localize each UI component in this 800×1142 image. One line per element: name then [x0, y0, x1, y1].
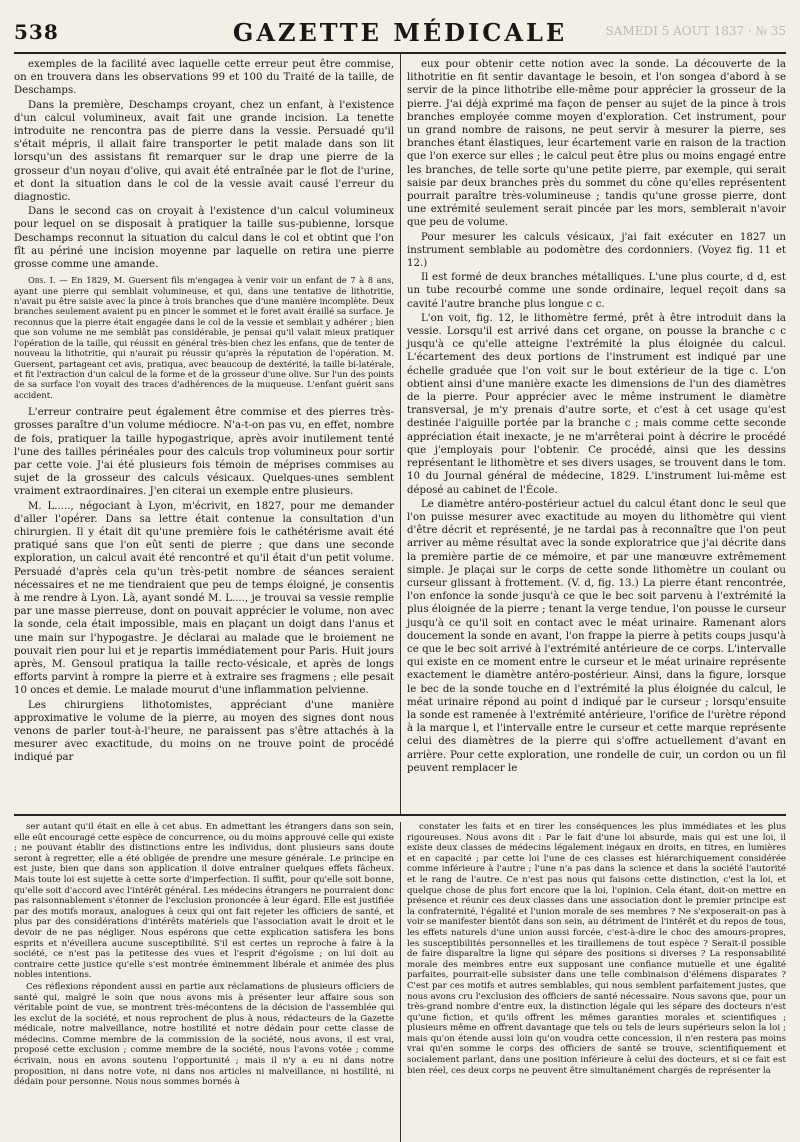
paragraph: Dans la première, Deschamps croyant, chez un enfant, à l'existence d'un calcul volumineux, avait fait une grande incision. La tenette introduite ne rencontra pas de pierre dans la vessie. Persuadé qu'il s'était mépris, il allait faire transporter le petit malade dans son lit lorsqu'un des assistans fit remarquer sur le drap une pierre de la grosseur d'un noyau d'olive, qui avait été entraînée par le flot de l'urine, et dont la situation dans le col de la vessie avait causé l'erreur du diagnostic. — [14, 99, 394, 204]
paragraph: ser autant qu'il était en elle à cet abus. En admettant les étrangers dans son sein, elle eût encouragé cette espèce de concurrence, ou du moins approuvé celle qui existe ; ne pouvant établir des distinctions entre les individus, dont plusieurs sans doute seront à regretter, elle a été obligée de prendre une mesure générale. Le principe en est juste, bien que dans son application il doive entraîner quelques effets fâcheux. Mais toute loi est sujette à cette sorte d'imperfection. Il suffit, pour qu'elle soit bonne, qu'elle soit d'accord avec l'intérêt général. Les médecins étrangers ne pourraient donc pas raisonnablement s'étonner de l'exclusion prononcée à leur égard. Elle est justifiée par des motifs moraux, analogues à ceux qui ont fait rejeter les officiers de santé, et plus par des considérations d'intérêts matériels que l'association avait le droit et le devoir de ne pas négliger. Nous espérons que cette explication satisfera les bons esprits et n'éveillera aucune susceptibilité. S'il est certes un reproche à faire à la société, ce n'est pas la petitesse des vues et l'esprit d'égoïsme ; on lui doit au contraire cette justice qu'elle s'est montrée éminemment libérale et animée des plus nobles intentions. — [14, 822, 394, 981]
paragraph: Ces réflexions répondent aussi en partie aux réclamations de plusieurs officiers de santé qui, malgré le soin que nous avons mis à présenter leur affaire sous son véritable point de vue, se montrent très-mécontens de la décision de l'assemblée qui les exclut de la société, et nous reprochent de plus à nous, rédacteurs de la Gazette médicale, notre malveillance, notre hostilité et notre dédain pour cette classe de médecins. Comme membre de la commission de la société, nous avons, il est vrai, proposé cette exclusion ; comme membre de la société, nous l'avons votée ; comme écrivain, nous en avons soutenu l'opportunité ; mais il n'y a eu ni dans notre proposition, ni dans notre vote, ni dans nos articles ni malveillance, ni hostilité, ni dédain pour personne. Nous nous sommes bornés à — [14, 981, 394, 1088]
feuilleton-left-column — [14, 822, 400, 1142]
page-number: 538 — [14, 20, 59, 44]
paragraph: Pour mesurer les calculs vésicaux, j'ai fait exécuter en 1827 un instrument semblable au podomètre des cordonniers. (Voyez fig. 11 et 12.) — [407, 231, 786, 270]
observation-text: — En 1829, M. Guersent fils m'engagea à venir voir un enfant de 7 à 8 ans, ayant une pierre qui semblait volumineuse, et qui, dans une tentative de lithotritie, n'avait pu être saisie avec la pince à trois branches que d'une manière incomplète. Deux branches seulement avaient pu en pincer le sommet et le foret avait éraillé sa surface. Je reconnus que la pierre était engagée dans le col de la vessie et semblait y adhérer ; bien que son volume ne me semblât pas considérable, je pensai qu'il valait mieux pratiquer l'opération de la taille, qui réussit en général très-bien chez les enfans, que de tenter de nouveau la lithotritie, qui n'aurait pu réussir qu'après la réputation de l'opération. M. Guersent, partageant cet avis, pratiqua, avec beaucoup de dextérité, la taille bi-latérale, et fit l'extraction d'un calcul de la forme et de la grosseur d'une olive. Sur l'un des points de sa surface l'on voyait des traces d'adhérences de la muqueuse. L'enfant guérit sans accident. — [14, 275, 395, 400]
bleed-through-text: SAMEDI 5 AOUT 1837 · № 35 — [605, 24, 786, 38]
paragraph: L'erreur contraire peut également être commise et des pierres très-grosses paraître d'un volume médiocre. N'a-t-on pas vu, en effet, nombre de fois, pratiquer la taille hypogastrique, après avoir inutilement tenté l'une des tailles périnéales pour des calculs trop volumineux pour sortir par cette voie. J'ai été plusieurs fois témoin de méprises commises au sujet de la grosseur des calculs vésicaux. Quelques-unes semblent vraiment extraordinaires. J'en citerai un exemple entre plusieurs. — [14, 407, 394, 498]
paragraph: L'on voit, fig. 12, le lithomètre fermé, prêt à être introduit dans la vessie. Lorsqu'il est arrivé dans cet organe, on pousse la branche c c jusqu'à ce qu'elle atteigne l'extrémité la plus éloignée du calcul. L'écartement des deux portions de l'instrument est indiqué par une échelle graduée que l'on voit sur le bout extérieur de la tige c. L'on obtient ainsi d'une manière exacte les dimensions de l'un des diamètres de la pierre. Pour apprécier avec le même instrument le diamètre transversal, je m'y prenais d'autre sorte, et c'est à cet usage qu'est destinée l'aiguille portée par la branche c ; mais comme cette seconde appréciation était inexacte, je ne m'arrêterai point à décrire le procédé que j'employais pour l'obtenir. Ce procédé, ainsi que les dessins représentant le lithomètre et ses divers usages, se trouvent dans le tom. 10 du Journal général de médecine, 1829. L'instrument lui-même est déposé au cabinet de l'École. — [407, 312, 786, 496]
feuilleton-right-column — [400, 822, 786, 1142]
left-column — [14, 54, 400, 814]
paragraph: exemples de la facilité avec laquelle cette erreur peut être commise, on en trouvera dans les observations 99 et 100 du Traité de la taille, de Deschamps. — [14, 59, 394, 97]
right-column — [400, 54, 786, 814]
feuilleton — [14, 822, 786, 1142]
paragraph: Les chirurgiens lithotomistes, appréciant d'une manière approximative le volume de la pierre, au moyen des signes dont nous venons de parler tout-à-l'heure, ne paraissent pas s'être attachés à la mesurer avec exactitude, du moins on ne trouve point de procédé indiqué par — [14, 699, 394, 764]
journal-title: GAZETTE MÉDICALE — [232, 18, 568, 47]
paragraph: eux pour obtenir cette notion avec la sonde. La découverte de la lithotritie en fit sentir davantage le besoin, et l'on songea d'abord à se servir de la pince lithotribe elle-même pour apprécier la grosseur de la pierre. J'ai déjà exprimé ma façon de penser au sujet de la pince à trois branches employée comme moyen d'exploration. Cet instrument, pour un grand nombre de raisons, ne peut servir à mesurer la pierre, ses branches étant élastiques, leur écartement varie en raison de la traction que l'on exerce sur elles ; le calcul peut être plus ou moins engagé entre les branches, de telle sorte qu'une petite pierre, par exemple, qui serait saisie par deux branches près du sommet du cône qu'elles représentent pourrait paraître très-volumineuse ; tandis qu'une grosse pierre, dont une extrémité seulement serait pincée par les mors, semblerait n'avoir que peu de volume. — [407, 59, 786, 229]
observation-note — [14, 275, 394, 400]
paragraph: Le diamètre antéro-postérieur actuel du calcul étant donc le seul que l'on puisse mesurer avec exactitude au moyen du lithomètre qui vient d'être décrit et représenté, je ne tardai pas à reconnaître que l'on peut arriver au même résultat avec la sonde exploratrice que j'ai décrite dans la première partie de ce mémoire, et par une manœuvre extrêmement simple. Je plaçai sur le corps de cette sonde lithomètre un coulant ou curseur glissant à frottement. (V. d, fig. 13.) La pierre étant rencontrée, l'on enfonce la sonde jusqu'à ce que le bec soit parvenu à l'extrémité la plus éloignée de la pierre ; tenant la verge tendue, l'on pousse le curseur jusqu'à ce qu'il soit en contact avec le méat urinaire. Ramenant alors doucement la sonde en avant, l'on frappe la pierre à petits coups jusqu'à ce que le bec soit arrivé à l'extrémité antérieure de ce corps. L'intervalle qui existe en ce moment entre le curseur et le méat urinaire représente exactement le diamètre antéro-postérieur. Ainsi, dans la figure, lorsque le bec de la sonde touche en d l'extrémité la plus éloignée du calcul, le méat urinaire répond au point d indiqué par le curseur ; lorsqu'ensuite la sonde est ramenée à l'extrémité antérieure, l'orifice de l'urètre répond à la marque l, et l'intervalle entre le curseur et cette marque représente celui des diamètres de la pierre qui s'offre actuellement d'avant en arrière. Pour cette exploration, une rondelle de cuir, un cordon ou un fil peuvent remplacer le — [407, 498, 786, 774]
paragraph: M. L....., négociant à Lyon, m'écrivit, en 1827, pour me demander d'aller l'opérer. Dans sa lettre était contenue la consultation d'un chirurgien. Il y était dit qu'une première fois le cathétérisme avait été pratiqué sans que l'on eût senti de pierre ; que dans une seconde exploration, un calcul avait été rencontré et qu'il était d'un petit volume. Persuadé d'après cela qu'un très-petit nombre de séances seraient nécessaires et ne me tiendraient que peu de temps éloigné, je consentis à me rendre à Lyon. Là, ayant sondé M. L...., je trouvai sa vessie remplie par une masse pierreuse, dont on pouvait apprécier le volume, non avec la sonde, cela était impossible, mais en plaçant un doigt dans l'anus et une main sur l'hypogastre. Je déclarai au malade que le broiement ne pouvait rien pour lui et je repartis immédiatement pour Paris. Huit jours après, M. Gensoul pratiqua la taille recto-vésicale, et après de longs efforts parvint à rompre la pierre et à extraire ses fragmens ; elle pesait 10 onces et demie. Le malade mourut d'une inflammation pelvienne. — [14, 500, 394, 697]
paragraph: Il est formé de deux branches métalliques. L'une plus courte, d d, est un tube recourbé comme une sonde ordinaire, lequel reçoit dans sa cavité l'autre branche plus longue c c. — [407, 272, 786, 310]
paragraph: constater les faits et en tirer les conséquences les plus immédiates et les plus rigoureuses. Nous avons dit : Par le fait d'une loi absurde, mais qui est une loi, il existe deux classes de médecins légalement inégaux en droits, en titres, en lumières et en capacité ; par cette loi l'une de ces classes est hiérarchiquement considérée comme inférieure à l'autre ; l'une n'a pas dans la science et dans la société l'autorité et le rang de l'autre. Ce n'est pas nous qui faisons cette distinction, c'est la loi, et quelque chose de plus fort encore que la loi, l'opinion. Cela étant, doit-on mettre en présence et réunir ces deux classes dans une association dont le premier principe est la confraternité, l'égalité et l'union morale de ses membres ? Ne s'exposerait-on pas à voir se manifester bientôt dans son sein, au détriment de l'intérêt et du repos de tous, les effets naturels d'une union aussi forcée, c'est-à-dire le choc des amours-propres, les susceptibilités personnelles et les tiraillemens de tout espèce ? Serait-il possible de faire disparaître la ligne qui sépare des positions si diverses ? La responsabilité morale des membres entre eux supposant une confiance mutuelle et une égalité parfaites, pourrait-elle subsister dans une telle combinaison d'élémens disparates ? C'est par ces motifs et autres semblables, qui nous semblent parfaitement justes, que nous avons cru l'exclusion des officiers de santé nécessaire. Nous savons que, pour un très-grand nombre d'entre eux, la distinction légale qui les sépare des docteurs n'est qu'une fiction, et qu'ils offrent les mêmes garanties morales et scientifiques ; plusieurs même en offrent davantage que tels ou tels de leurs supérieurs selon la loi ; mais qu'on étende aussi loin qu'on voudra cette concession, il n'en restera pas moins vrai qu'en somme le corps des officiers de santé se trouve, scientifiquement et socialement parlant, dans une position inférieure à celui des docteurs, et si ce fait est bien réel, ces deux corps ne peuvent être simultanément chargés de représenter la — [407, 822, 786, 1076]
observation-label: Obs. I. — [28, 275, 56, 286]
article-body — [14, 54, 786, 816]
paragraph: Dans le second cas on croyait à l'existence d'un calcul volumineux pour lequel on se disposait à pratiquer la taille sus-pubienne, lorsque Deschamps reconnut la situation du calcul dans le col et obtint que l'on fît au périné une incision moyenne par laquelle on retira une pierre grosse comme une amande. — [14, 206, 394, 271]
page-header — [14, 18, 786, 54]
